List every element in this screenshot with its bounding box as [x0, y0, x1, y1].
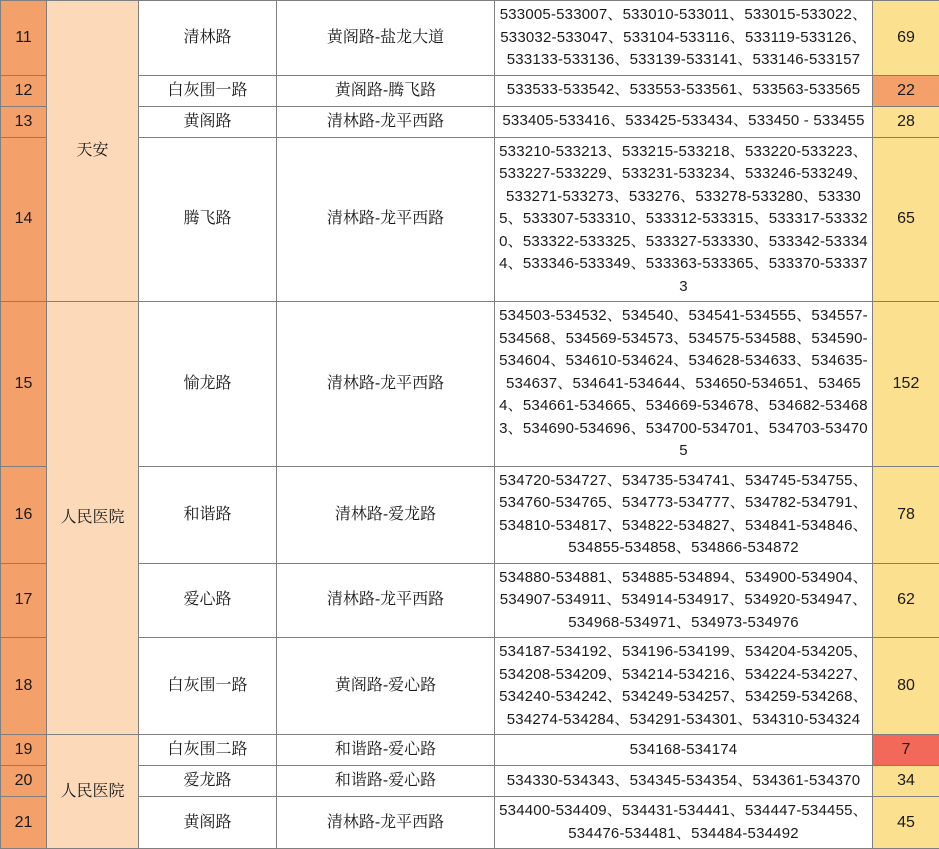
row-range: 清林路-龙平西路: [277, 302, 495, 467]
row-count: 34: [873, 766, 939, 797]
row-road: 愉龙路: [139, 302, 277, 467]
row-numbers: 534720-534727、534735-534741、534745-534755、534760-534765、534773-534777、534782-534791、534810-534817、534822-534827、534841-534846、534855-534858、534866-534872: [495, 466, 873, 563]
table-row: [1, 735, 939, 766]
row-road: 黄阁路: [139, 106, 277, 137]
row-numbers: 534168-534174: [495, 735, 873, 766]
row-count: 80: [873, 638, 939, 735]
row-road: 白灰围一路: [139, 75, 277, 106]
row-index: 18: [1, 638, 47, 735]
table-row: [1, 302, 939, 467]
row-range: 和谐路-爱心路: [277, 735, 495, 766]
row-road: 黄阁路: [139, 797, 277, 849]
row-count: 69: [873, 1, 939, 76]
row-numbers: 533005-533007、533010-533011、533015-533022、533032-533047、533104-533116、533119-533126、533133-533136、533139-533141、533146-533157: [495, 1, 873, 76]
row-index: 17: [1, 563, 47, 638]
row-index: 19: [1, 735, 47, 766]
table-row: [1, 466, 939, 563]
row-index: 21: [1, 797, 47, 849]
row-index: 13: [1, 106, 47, 137]
row-numbers: 533210-533213、533215-533218、533220-533223、533227-533229、533231-533234、533246-533249、533271-533273、533276、533278-533280、533305、533307-533310、533312-533315、533317-533320、533322-533325、533327-533330、533342-533344、533346-533349、533363-533365、533370-533373: [495, 137, 873, 302]
row-index: 16: [1, 466, 47, 563]
row-road: 爱龙路: [139, 766, 277, 797]
row-index: 14: [1, 137, 47, 302]
row-road: 清林路: [139, 1, 277, 76]
row-range: 黄阁路-盐龙大道: [277, 1, 495, 76]
row-range: 清林路-龙平西路: [277, 106, 495, 137]
table-row: [1, 638, 939, 735]
row-numbers: 534187-534192、534196-534199、534204-534205、534208-534209、534214-534216、534224-534227、534240-534242、534249-534257、534259-534268、534274-534284、534291-534301、534310-534324: [495, 638, 873, 735]
row-numbers: 534503-534532、534540、534541-534555、534557-534568、534569-534573、534575-534588、534590-534604、534610-534624、534628-534633、534635-534637、534641-534644、534650-534651、534654、534661-534665、534669-534678、534682-534683、534690-534696、534700-534701、534703-534705: [495, 302, 873, 467]
table-row: [1, 75, 939, 106]
table-row: [1, 797, 939, 849]
row-count: 152: [873, 302, 939, 467]
table-row: [1, 106, 939, 137]
row-range: 清林路-龙平西路: [277, 137, 495, 302]
row-count: 7: [873, 735, 939, 766]
row-road: 白灰围二路: [139, 735, 277, 766]
row-index: 12: [1, 75, 47, 106]
row-index: 11: [1, 1, 47, 76]
row-index: 20: [1, 766, 47, 797]
row-road: 爱心路: [139, 563, 277, 638]
row-road: 和谐路: [139, 466, 277, 563]
row-numbers: 534330-534343、534345-534354、534361-534370: [495, 766, 873, 797]
row-range: 和谐路-爱心路: [277, 766, 495, 797]
row-range: 清林路-爱龙路: [277, 466, 495, 563]
row-road: 腾飞路: [139, 137, 277, 302]
row-range: 清林路-龙平西路: [277, 797, 495, 849]
row-road: 白灰围一路: [139, 638, 277, 735]
row-range: 黄阁路-爱心路: [277, 638, 495, 735]
row-count: 65: [873, 137, 939, 302]
row-area: 人民医院: [47, 735, 139, 849]
row-range: 黄阁路-腾飞路: [277, 75, 495, 106]
row-count: 22: [873, 75, 939, 106]
table-row: [1, 1, 939, 76]
row-count: 62: [873, 563, 939, 638]
row-numbers: 534400-534409、534431-534441、534447-534455、534476-534481、534484-534492: [495, 797, 873, 849]
row-area: 天安: [47, 1, 139, 302]
row-count: 45: [873, 797, 939, 849]
row-count: 28: [873, 106, 939, 137]
row-numbers: 533533-533542、533553-533561、533563-533565: [495, 75, 873, 106]
row-area: 人民医院: [47, 302, 139, 735]
row-range: 清林路-龙平西路: [277, 563, 495, 638]
row-numbers: 534880-534881、534885-534894、534900-534904、534907-534911、534914-534917、534920-534947、534968-534971、534973-534976: [495, 563, 873, 638]
row-numbers: 533405-533416、533425-533434、533450 - 533455: [495, 106, 873, 137]
row-index: 15: [1, 302, 47, 467]
row-count: 78: [873, 466, 939, 563]
table-row: [1, 563, 939, 638]
table-row: [1, 137, 939, 302]
table-row: [1, 766, 939, 797]
